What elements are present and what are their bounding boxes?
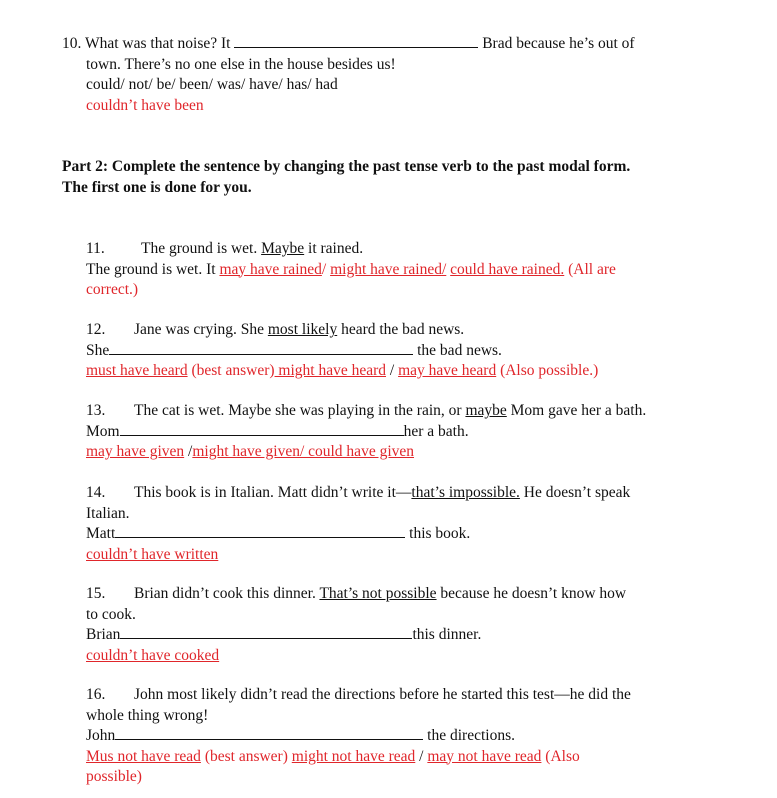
answer-note: possible) — [86, 768, 142, 785]
question-number: 13. — [86, 402, 106, 419]
separator: / — [389, 362, 395, 379]
question-text: Brad because he’s out of — [482, 35, 635, 52]
answer-blank — [120, 625, 412, 639]
answer-note: correct.) — [86, 281, 139, 298]
answer-option: might not have read — [291, 747, 416, 765]
question-number: 11. — [86, 240, 105, 257]
word-options: could/ not/ be/ been/ was/ have/ has/ had — [86, 76, 338, 93]
answer-option: might have rained/ — [330, 260, 447, 278]
answer-key: couldn’t have written — [86, 545, 219, 563]
answer-blank — [115, 726, 423, 740]
answer-option: may not have read — [427, 747, 542, 765]
question-number: 10. — [62, 35, 82, 52]
question-number: 14. — [86, 484, 106, 501]
question-13 — [86, 401, 646, 463]
answer-option: might have heard — [274, 362, 387, 379]
subject: Mom — [86, 422, 120, 440]
answer-note: (best answer) — [204, 747, 288, 765]
answer-option: may have heard — [398, 362, 497, 379]
answer-note: (All are — [568, 260, 616, 278]
subject: She — [86, 341, 110, 359]
question-number: 15. — [86, 585, 106, 602]
question-text: this dinner. — [412, 626, 482, 643]
answer-note: (Also — [545, 747, 580, 765]
question-number: 12. — [86, 321, 106, 338]
answer-note: (best answer) — [191, 362, 275, 379]
answer-option: might have given/ could have given — [192, 443, 415, 460]
question-text: heard the bad news. — [341, 321, 465, 338]
question-14 — [86, 483, 630, 565]
underlined-word: maybe — [465, 402, 507, 419]
question-12 — [86, 320, 598, 382]
question-text: Jane was crying. She — [134, 321, 264, 338]
question-text: The cat is wet. Maybe she was playing in the rain, or — [134, 402, 462, 419]
separator: / — [188, 443, 193, 460]
heading-line: The first one is done for you. — [62, 178, 252, 196]
underlined-word: that’s impossible. — [411, 484, 520, 501]
question-text: her a bath. — [403, 422, 469, 440]
question-text: What was that noise? It — [84, 35, 231, 52]
subject: Matt — [86, 525, 116, 542]
underlined-word: That’s not possible — [319, 585, 437, 602]
question-text: to cook. — [86, 605, 136, 623]
question-text: whole thing wrong! — [86, 706, 209, 724]
part-2-heading — [62, 157, 630, 198]
question-number: 16. — [86, 686, 106, 703]
heading-line: Part 2: Complete the sentence by changing the past tense verb to the past modal form. — [62, 158, 631, 175]
question-text: John most likely didn’t read the directions before he started this test—he did the — [134, 686, 631, 703]
underlined-word: Maybe — [261, 240, 305, 257]
answer-option: may have given — [86, 443, 185, 460]
answer-blank — [115, 524, 405, 538]
question-10 — [62, 34, 635, 116]
question-16 — [86, 685, 631, 788]
answer-option: could have rained. — [450, 260, 565, 278]
answer-lead: The ground is wet. It — [86, 260, 216, 278]
answer-option: Mus not have read — [86, 747, 201, 765]
subject: John — [86, 727, 116, 744]
answer-key: couldn’t have cooked — [86, 646, 220, 664]
answer-blank — [234, 34, 478, 48]
answer-note: (Also possible.) — [500, 362, 599, 379]
answer-option: must have heard — [86, 362, 188, 379]
question-text: it rained. — [308, 240, 364, 257]
underlined-word: most likely — [267, 321, 338, 338]
question-text: Mom gave her a bath. — [510, 402, 647, 419]
question-text: The ground is wet. — [141, 240, 258, 257]
question-text: the bad news. — [417, 341, 502, 359]
question-text: the directions. — [427, 727, 515, 744]
question-text: because he doesn’t know how — [440, 585, 627, 602]
question-11 — [86, 239, 616, 301]
question-text: this book. — [409, 525, 471, 542]
question-text: town. There’s no one else in the house besides us! — [86, 55, 396, 73]
question-15 — [86, 584, 626, 666]
answer-blank — [120, 422, 404, 436]
answer-option: may have rained — [219, 260, 322, 278]
subject: Brian — [86, 626, 121, 643]
question-text: This book is in Italian. Matt didn’t write it— — [134, 484, 412, 501]
separator: / — [321, 260, 327, 278]
question-text: Italian. — [86, 504, 130, 522]
question-text: He doesn’t speak — [523, 484, 631, 501]
question-text: Brian didn’t cook this dinner. — [134, 585, 316, 602]
answer-blank — [109, 341, 413, 355]
separator: / — [419, 747, 424, 765]
answer-key: couldn’t have been — [86, 96, 204, 114]
